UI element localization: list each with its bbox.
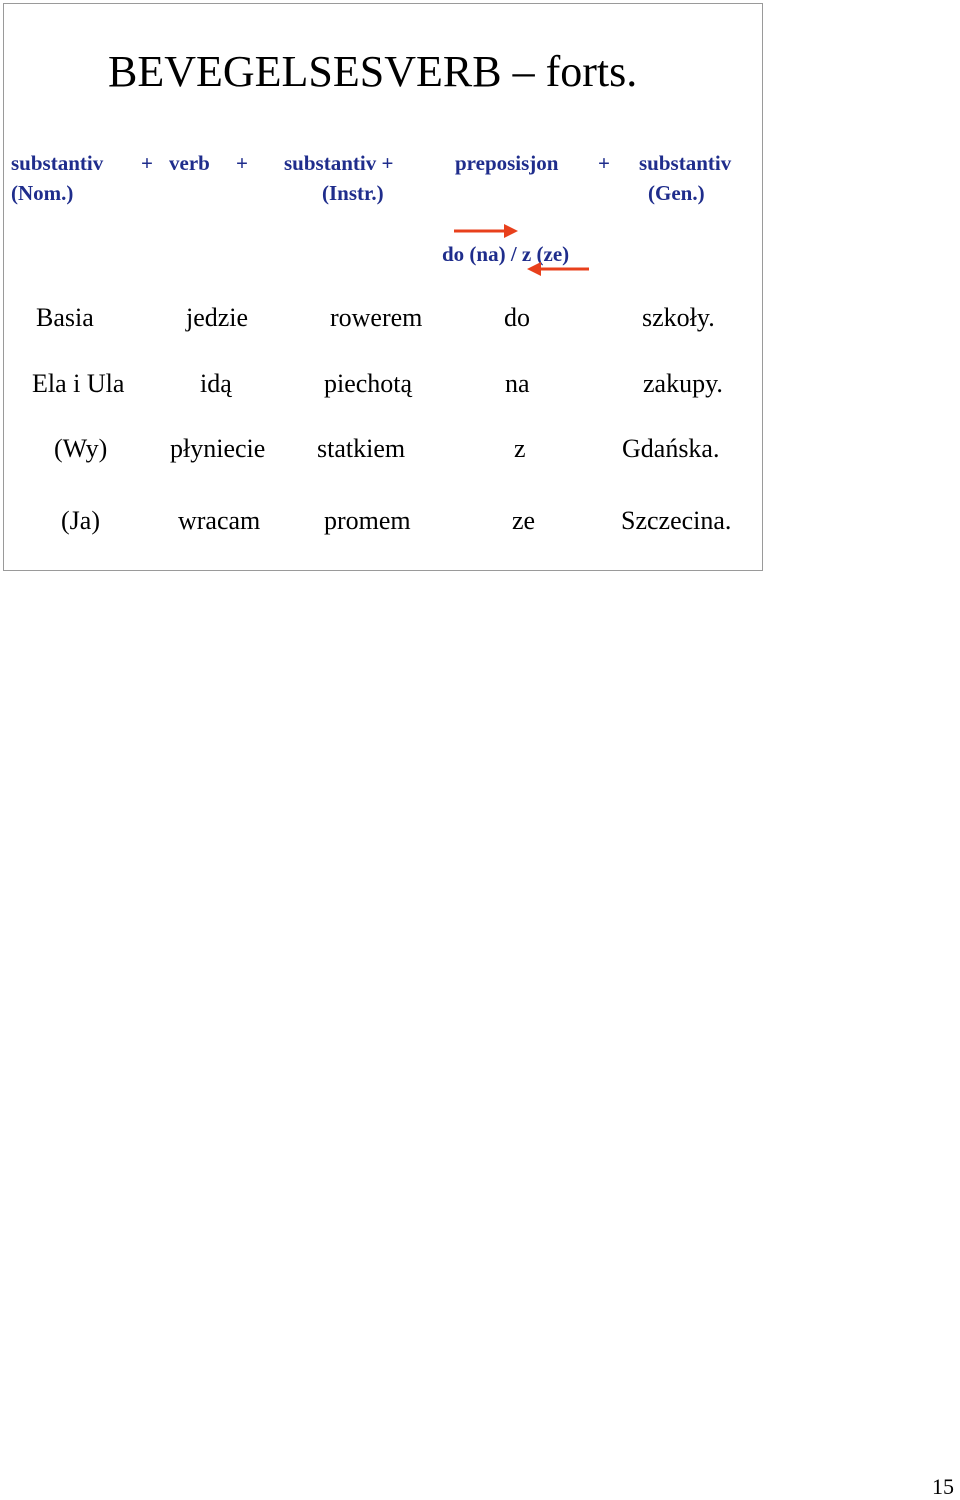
- sentence-2-destination: zakupy.: [643, 369, 723, 398]
- sentence-4-preposition: ze: [512, 506, 536, 535]
- arrow-right-icon: [452, 222, 522, 240]
- sentence-4-verb: wracam: [178, 506, 261, 535]
- pattern-preposition: preposisjon: [455, 151, 559, 175]
- arrow-left-icon: [525, 260, 591, 278]
- pattern-instrument: substantiv +: [284, 151, 394, 175]
- sentence-2-verb: idą: [200, 369, 232, 398]
- pattern-plus-2: +: [236, 151, 248, 175]
- sentence-2-preposition: na: [505, 369, 530, 398]
- slide-frame: [3, 3, 763, 571]
- sentence-3-destination: Gdańska.: [622, 434, 720, 463]
- sentence-4-subject: (Ja): [61, 506, 100, 535]
- pattern-verb: verb: [169, 151, 210, 175]
- pattern-plus-3: +: [598, 151, 610, 175]
- page-number: 15: [932, 1474, 954, 1499]
- pattern-subject-case: (Nom.): [11, 181, 74, 205]
- sentence-2-subject: Ela i Ula: [32, 369, 125, 398]
- direction-note: do (na) / z (ze): [442, 242, 570, 266]
- sentence-1-subject: Basia: [36, 303, 94, 332]
- sentence-3-subject: (Wy): [54, 434, 108, 463]
- sentence-4-instrument: promem: [324, 506, 411, 535]
- pattern-subject: substantiv: [11, 151, 104, 175]
- pattern-plus-1: +: [141, 151, 153, 175]
- sentence-2-instrument: piechotą: [324, 369, 413, 398]
- pattern-destination: substantiv: [639, 151, 732, 175]
- sentence-1-preposition: do: [504, 303, 530, 332]
- sentence-1-verb: jedzie: [186, 303, 249, 332]
- sentence-1-destination: szkoły.: [642, 303, 715, 332]
- sentence-4-destination: Szczecina.: [621, 506, 732, 535]
- pattern-destination-case: (Gen.): [648, 181, 705, 205]
- pattern-instrument-case: (Instr.): [322, 181, 384, 205]
- sentence-3-instrument: statkiem: [317, 434, 406, 463]
- sentence-3-preposition: z: [514, 434, 526, 463]
- sentence-1-instrument: rowerem: [330, 303, 423, 332]
- sentence-3-verb: płyniecie: [170, 434, 266, 463]
- slide-title: BEVEGELSESVERB – forts.: [108, 47, 638, 96]
